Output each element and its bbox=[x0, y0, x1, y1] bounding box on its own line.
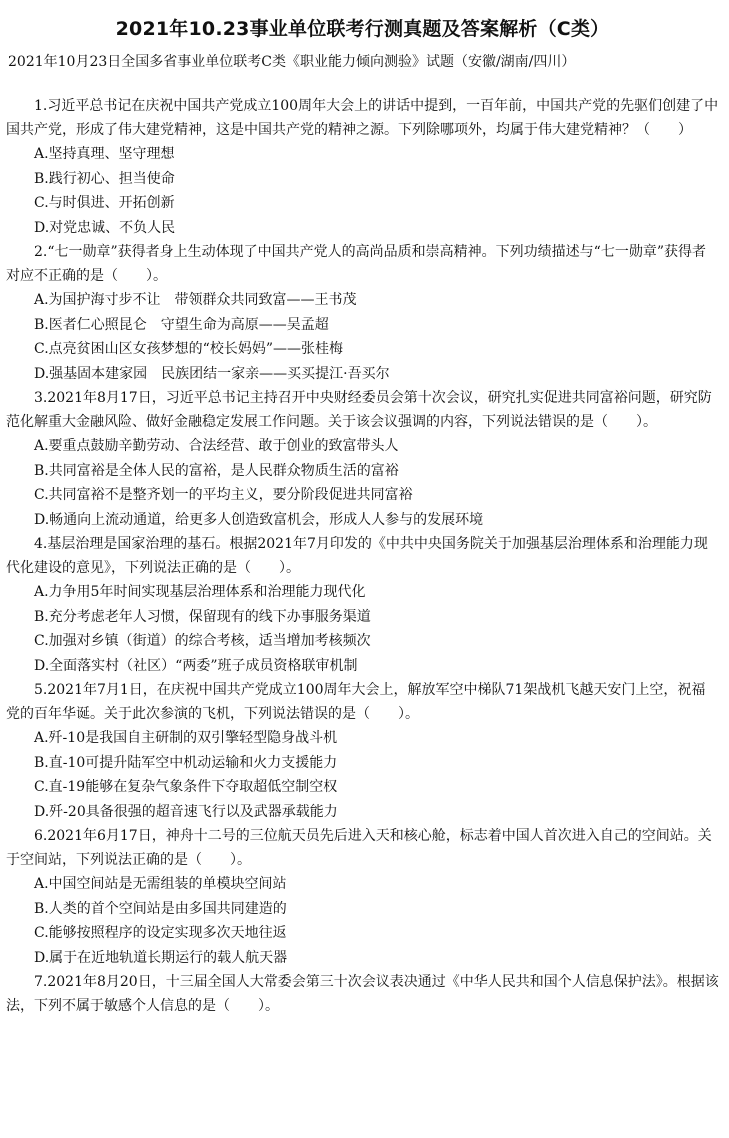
question-stem: 6.2021年6月17日，神舟十二号的三位航天员先后进入天和核心舱，标志着中国人首次进入自己的空间站。关于空间站，下列说法正确的是（ ）。 bbox=[6, 828, 712, 868]
option-c: C.直-19能够在复杂气象条件下夺取超低空制空权 bbox=[34, 779, 338, 795]
question-stem: 5.2021年7月1日，在庆祝中国共产党成立100周年大会上，解放军空中梯队71架战机飞越天安门上空，祝福党的百年华诞。关于此次参演的飞机，下列说法错误的是（ ）。 bbox=[6, 682, 706, 722]
option-d: D.属于在近地轨道长期运行的载人航天器 bbox=[34, 949, 288, 966]
question-7 bbox=[6, 970, 719, 1018]
option-c: C.能够按照程序的设定实现多次天地往返 bbox=[34, 925, 287, 941]
option-c: C.点亮贫困山区女孩梦想的“校长妈妈”——张桂梅 bbox=[34, 341, 343, 357]
option-a: A.要重点鼓励辛勤劳动、合法经营、敢于创业的致富带头人 bbox=[34, 438, 399, 454]
option-d: D.强基固本建家园 民族团结一家亲——买买提江·吾买尔 bbox=[34, 365, 390, 382]
option-a: A.为国护海寸步不让 带领群众共同致富——王书茂 bbox=[34, 292, 357, 308]
option-b: B.践行初心、担当使命 bbox=[34, 170, 175, 187]
question-stem: 2.“七一勋章”获得者身上生动体现了中国共产党人的高尚品质和崇高精神。下列功绩描述与“七一勋章”获得者对应不正确的是（ ）。 bbox=[6, 244, 706, 284]
option-d: D.对党忠诚、不负人民 bbox=[34, 219, 176, 236]
question-stem: 7.2021年8月20日，十三届全国人大常委会第三十次会议表决通过《中华人民共和国个人信息保护法》。根据该法，下列不属于敏感个人信息的是（ ）。 bbox=[6, 974, 719, 1014]
option-c: C.加强对乡镇（街道）的综合考核，适当增加考核频次 bbox=[34, 633, 371, 649]
option-b: B.人类的首个空间站是由多国共同建造的 bbox=[34, 900, 287, 917]
option-b: B.直-10可提升陆军空中机动运输和火力支援能力 bbox=[34, 754, 338, 771]
option-c: C.共同富裕不是整齐划一的平均主义，要分阶段促进共同富裕 bbox=[34, 487, 413, 503]
option-b: B.共同富裕是全体人民的富裕，是人民群众物质生活的富裕 bbox=[34, 462, 399, 479]
question-5 bbox=[6, 678, 719, 824]
option-b: B.医者仁心照昆仑 守望生命为高原——吴孟超 bbox=[34, 316, 329, 333]
option-d: D.畅通向上流动通道，给更多人创造致富机会，形成人人参与的发展环境 bbox=[34, 511, 484, 528]
question-4 bbox=[6, 532, 719, 678]
option-a: A.坚持真理、坚守理想 bbox=[34, 146, 175, 162]
option-c: C.与时俱进、开拓创新 bbox=[34, 195, 175, 211]
option-b: B.充分考虑老年人习惯，保留现有的线下办事服务渠道 bbox=[34, 608, 371, 625]
option-a: A.歼-10是我国自主研制的双引擎轻型隐身战斗机 bbox=[34, 730, 338, 746]
document-page bbox=[0, 16, 729, 1138]
page-title: 2021年10.23事业单位联考行测真题及答案解析（C类） bbox=[115, 18, 610, 40]
question-6 bbox=[6, 824, 719, 970]
question-2 bbox=[6, 240, 719, 386]
option-d: D.歼-20具备很强的超音速飞行以及武器承载能力 bbox=[34, 803, 338, 820]
question-stem: 1.习近平总书记在庆祝中国共产党成立100周年大会上的讲话中提到，一百年前，中国共产党的先驱们创建了中国共产党，形成了伟大建党精神，这是中国共产党的精神之源。下列除哪项外，均属于伟大建党精神？（ ） bbox=[6, 98, 719, 138]
question-3 bbox=[6, 386, 719, 532]
question-stem: 4.基层治理是国家治理的基石。根据2021年7月印发的《中共中央国务院关于加强基层治理体系和治理能力现代化建设的意见》，下列说法正确的是（ ）。 bbox=[6, 536, 708, 576]
option-a: A.中国空间站是无需组装的单模块空间站 bbox=[34, 876, 287, 892]
option-d: D.全面落实村（社区）“两委”班子成员资格联审机制 bbox=[34, 657, 358, 674]
question-1 bbox=[6, 94, 719, 240]
page-subtitle: 2021年10月23日全国多省事业单位联考C类《职业能力倾向测验》试题（安徽/湖南/四川） bbox=[8, 54, 576, 70]
option-a: A.力争用5年时间实现基层治理体系和治理能力现代化 bbox=[34, 584, 366, 600]
question-stem: 3.2021年8月17日，习近平总书记主持召开中央财经委员会第十次会议，研究扎实促进共同富裕问题，研究防范化解重大金融风险、做好金融稳定发展工作问题。关于该会议强调的内容，下列说法错误的是（ ）。 bbox=[6, 390, 712, 430]
